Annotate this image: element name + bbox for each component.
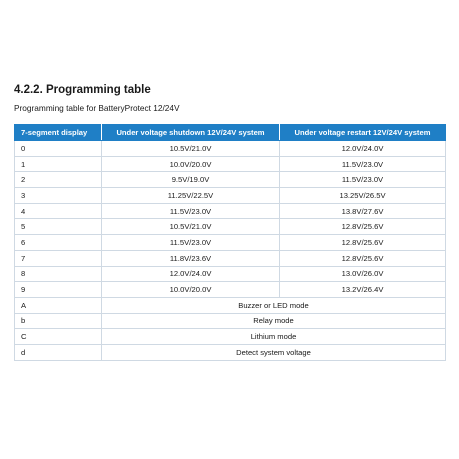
table-row [15, 219, 446, 235]
mode-cell: Relay mode [102, 313, 446, 329]
shutdown-voltage-cell: 11.25V/22.5V [102, 188, 280, 204]
mode-cell: Detect system voltage [102, 344, 446, 360]
table-body [15, 141, 446, 361]
header-7-segment-display: 7-segment display [15, 125, 102, 141]
display-cell: 4 [15, 203, 102, 219]
shutdown-voltage-cell: 11.8V/23.6V [102, 250, 280, 266]
shutdown-voltage-cell: 12.0V/24.0V [102, 266, 280, 282]
shutdown-voltage-cell: 10.0V/20.0V [102, 156, 280, 172]
mode-cell: Buzzer or LED mode [102, 297, 446, 313]
restart-voltage-cell: 13.8V/27.6V [280, 203, 446, 219]
table-row [15, 282, 446, 298]
restart-voltage-cell: 13.25V/26.5V [280, 188, 446, 204]
display-cell: 7 [15, 250, 102, 266]
shutdown-voltage-cell: 10.0V/20.0V [102, 282, 280, 298]
mode-row [15, 329, 446, 345]
display-cell: 5 [15, 219, 102, 235]
shutdown-voltage-cell: 10.5V/21.0V [102, 141, 280, 157]
restart-voltage-cell: 13.2V/26.4V [280, 282, 446, 298]
display-cell: b [15, 313, 102, 329]
mode-row [15, 313, 446, 329]
table-row [15, 235, 446, 251]
header-under-voltage-shutdown: Under voltage shutdown 12V/24V system [102, 125, 280, 141]
shutdown-voltage-cell: 11.5V/23.0V [102, 235, 280, 251]
mode-row [15, 344, 446, 360]
display-cell: 0 [15, 141, 102, 157]
table-row [15, 266, 446, 282]
display-cell: d [15, 344, 102, 360]
shutdown-voltage-cell: 10.5V/21.0V [102, 219, 280, 235]
table-row [15, 141, 446, 157]
shutdown-voltage-cell: 9.5V/19.0V [102, 172, 280, 188]
table-row [15, 250, 446, 266]
restart-voltage-cell: 12.0V/24.0V [280, 141, 446, 157]
display-cell: A [15, 297, 102, 313]
mode-cell: Lithium mode [102, 329, 446, 345]
table-row [15, 203, 446, 219]
display-cell: 3 [15, 188, 102, 204]
display-cell: 6 [15, 235, 102, 251]
table-caption: Programming table for BatteryProtect 12/24V [14, 103, 180, 113]
section-heading: 4.2.2. Programming table [14, 84, 151, 96]
restart-voltage-cell: 11.5V/23.0V [280, 172, 446, 188]
table-row [15, 156, 446, 172]
restart-voltage-cell: 13.0V/26.0V [280, 266, 446, 282]
display-cell: 1 [15, 156, 102, 172]
restart-voltage-cell: 11.5V/23.0V [280, 156, 446, 172]
header-row [15, 125, 446, 141]
table-header [15, 125, 446, 141]
display-cell: 9 [15, 282, 102, 298]
display-cell: C [15, 329, 102, 345]
display-cell: 2 [15, 172, 102, 188]
shutdown-voltage-cell: 11.5V/23.0V [102, 203, 280, 219]
table-row [15, 172, 446, 188]
table-row [15, 188, 446, 204]
header-under-voltage-restart: Under voltage restart 12V/24V system [280, 125, 446, 141]
restart-voltage-cell: 12.8V/25.6V [280, 219, 446, 235]
mode-row [15, 297, 446, 313]
programming-table [14, 124, 446, 361]
restart-voltage-cell: 12.8V/25.6V [280, 235, 446, 251]
display-cell: 8 [15, 266, 102, 282]
restart-voltage-cell: 12.8V/25.6V [280, 250, 446, 266]
